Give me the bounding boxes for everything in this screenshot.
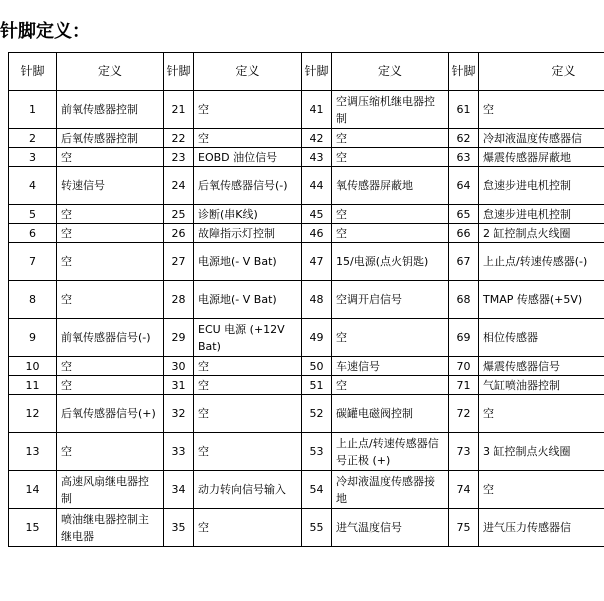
pin-definition-cell: 进气压力传感器信: [479, 509, 604, 547]
pin-definition-cell: 空: [57, 376, 164, 395]
table-row: [9, 433, 604, 471]
pin-number-cell: 41: [302, 91, 332, 129]
pin-definition-cell: ECU 电源 (+12V Bat): [194, 319, 302, 357]
table-row: [9, 509, 604, 547]
pin-definition-cell: 空: [194, 509, 302, 547]
pin-number-cell: 50: [302, 357, 332, 376]
pin-number-cell: 28: [164, 281, 194, 319]
pin-number-cell: 1: [9, 91, 57, 129]
pin-definition-cell: 15/电源(点火钥匙): [332, 243, 449, 281]
pin-number-cell: 3: [9, 148, 57, 167]
pin-number-cell: 29: [164, 319, 194, 357]
pin-number-cell: 23: [164, 148, 194, 167]
pin-definition-cell: 空: [57, 243, 164, 281]
pin-number-cell: 68: [449, 281, 479, 319]
table-row: [9, 167, 604, 205]
pin-number-cell: 12: [9, 395, 57, 433]
pin-number-cell: 75: [449, 509, 479, 547]
pin-number-cell: 70: [449, 357, 479, 376]
pin-definition-cell: 空: [57, 205, 164, 224]
pin-number-cell: 6: [9, 224, 57, 243]
pin-definition-cell: 前氧传感器信号(-): [57, 319, 164, 357]
pin-definition-cell: 空: [332, 129, 449, 148]
pin-definition-cell: 喷油继电器控制主继电器: [57, 509, 164, 547]
pin-number-cell: 72: [449, 395, 479, 433]
pin-definition-cell: 空: [332, 376, 449, 395]
pin-number-cell: 10: [9, 357, 57, 376]
table-row: [9, 281, 604, 319]
pin-definition-cell: 空: [479, 471, 604, 509]
pin-definition-cell: 冷却液温度传感器接地: [332, 471, 449, 509]
pin-definition-cell: 空: [332, 205, 449, 224]
pin-number-cell: 33: [164, 433, 194, 471]
table-row: [9, 148, 604, 167]
pin-definition-cell: 空调压缩机继电器控制: [332, 91, 449, 129]
pin-number-cell: 55: [302, 509, 332, 547]
pin-number-cell: 4: [9, 167, 57, 205]
pin-definition-cell: 转速信号: [57, 167, 164, 205]
table-row: [9, 205, 604, 224]
pin-number-cell: 7: [9, 243, 57, 281]
pin-number-cell: 46: [302, 224, 332, 243]
pin-number-cell: 34: [164, 471, 194, 509]
pin-definition-cell: 后氧传感器信号(+): [57, 395, 164, 433]
pin-number-cell: 52: [302, 395, 332, 433]
pin-number-cell: 74: [449, 471, 479, 509]
pin-definition-cell: 空: [57, 357, 164, 376]
pin-number-cell: 13: [9, 433, 57, 471]
pin-number-cell: 64: [449, 167, 479, 205]
table-header-row: [9, 53, 604, 91]
pin-number-cell: 71: [449, 376, 479, 395]
header-definition: 定义: [479, 53, 604, 91]
table-row: [9, 319, 604, 357]
pin-number-cell: 63: [449, 148, 479, 167]
pin-number-cell: 11: [9, 376, 57, 395]
pin-number-cell: 5: [9, 205, 57, 224]
pin-number-cell: 32: [164, 395, 194, 433]
pin-number-cell: 21: [164, 91, 194, 129]
pin-number-cell: 22: [164, 129, 194, 148]
header-pin: 针脚: [449, 53, 479, 91]
pin-definition-cell: 空: [194, 357, 302, 376]
pin-definition-cell: 空: [479, 91, 604, 129]
pin-number-cell: 26: [164, 224, 194, 243]
pin-number-cell: 67: [449, 243, 479, 281]
pin-number-cell: 53: [302, 433, 332, 471]
pin-number-cell: 73: [449, 433, 479, 471]
pin-definition-cell: TMAP 传感器(+5V): [479, 281, 604, 319]
pin-definition-cell: 气缸喷油器控制: [479, 376, 604, 395]
pin-number-cell: 14: [9, 471, 57, 509]
pin-number-cell: 2: [9, 129, 57, 148]
pin-definition-cell: 空: [57, 281, 164, 319]
pin-definition-cell: 空: [332, 319, 449, 357]
pin-definition-cell: EOBD 油位信号: [194, 148, 302, 167]
pin-number-cell: 27: [164, 243, 194, 281]
pin-definition-cell: 空: [194, 376, 302, 395]
pin-definition-cell: 空: [57, 148, 164, 167]
table-row: [9, 395, 604, 433]
pin-definition-cell: 空: [194, 129, 302, 148]
pin-definition-cell: 冷却液温度传感器信: [479, 129, 604, 148]
pin-number-cell: 24: [164, 167, 194, 205]
pin-definition-cell: 空: [194, 433, 302, 471]
table-row: [9, 243, 604, 281]
pin-number-cell: 8: [9, 281, 57, 319]
header-pin: 针脚: [9, 53, 57, 91]
page-title: 针脚定义：: [0, 21, 90, 42]
pin-definition-cell: 诊断(串K线): [194, 205, 302, 224]
pin-definition-cell: 空: [194, 395, 302, 433]
pin-number-cell: 69: [449, 319, 479, 357]
pin-number-cell: 49: [302, 319, 332, 357]
table-row: [9, 224, 604, 243]
pin-number-cell: 61: [449, 91, 479, 129]
pin-definition-cell: 上止点/转速传感器信号正极 (+): [332, 433, 449, 471]
pin-number-cell: 62: [449, 129, 479, 148]
pin-number-cell: 43: [302, 148, 332, 167]
pin-definition-cell: 空: [479, 395, 604, 433]
pin-definition-cell: 爆震传感器屏蔽地: [479, 148, 604, 167]
pin-definition-cell: 怠速步进电机控制: [479, 167, 604, 205]
pin-definition-cell: 爆震传感器信号: [479, 357, 604, 376]
pin-definition-cell: 空调开启信号: [332, 281, 449, 319]
pin-definition-cell: 空: [332, 148, 449, 167]
pin-number-cell: 48: [302, 281, 332, 319]
table-row: [9, 376, 604, 395]
pin-definition-cell: 怠速步进电机控制: [479, 205, 604, 224]
pin-definition-cell: 空: [57, 433, 164, 471]
pin-definition-cell: 电源地(- V Bat): [194, 281, 302, 319]
pin-definition-table: [8, 52, 604, 547]
pin-number-cell: 51: [302, 376, 332, 395]
pin-number-cell: 25: [164, 205, 194, 224]
pin-number-cell: 30: [164, 357, 194, 376]
header-definition: 定义: [194, 53, 302, 91]
pin-definition-cell: 进气温度信号: [332, 509, 449, 547]
pin-definition-cell: 车速信号: [332, 357, 449, 376]
pin-definition-cell: 故障指示灯控制: [194, 224, 302, 243]
header-definition: 定义: [332, 53, 449, 91]
pin-number-cell: 42: [302, 129, 332, 148]
pin-definition-cell: 空: [332, 224, 449, 243]
pin-definition-cell: 相位传感器: [479, 319, 604, 357]
pin-definition-cell: 3 缸控制点火线圈: [479, 433, 604, 471]
header-pin: 针脚: [164, 53, 194, 91]
pin-definition-cell: 电源地(- V Bat): [194, 243, 302, 281]
pin-definition-cell: 后氧传感器信号(-): [194, 167, 302, 205]
header-pin: 针脚: [302, 53, 332, 91]
pin-definition-cell: 高速风扇继电器控制: [57, 471, 164, 509]
pin-number-cell: 31: [164, 376, 194, 395]
header-definition: 定义: [57, 53, 164, 91]
pin-number-cell: 66: [449, 224, 479, 243]
pin-number-cell: 35: [164, 509, 194, 547]
pin-definition-cell: 2 缸控制点火线圈: [479, 224, 604, 243]
pin-definition-cell: 氧传感器屏蔽地: [332, 167, 449, 205]
pin-definition-cell: 碳罐电磁阀控制: [332, 395, 449, 433]
pin-definition-cell: 前氧传感器控制: [57, 91, 164, 129]
table-row: [9, 129, 604, 148]
pin-number-cell: 65: [449, 205, 479, 224]
pin-number-cell: 15: [9, 509, 57, 547]
pin-number-cell: 44: [302, 167, 332, 205]
table-row: [9, 91, 604, 129]
pin-definition-cell: 空: [194, 91, 302, 129]
pin-definition-cell: 动力转向信号输入: [194, 471, 302, 509]
pin-number-cell: 54: [302, 471, 332, 509]
pin-definition-cell: 上止点/转速传感器(-): [479, 243, 604, 281]
table-row: [9, 357, 604, 376]
pin-definition-cell: 空: [57, 224, 164, 243]
pin-number-cell: 45: [302, 205, 332, 224]
pin-definition-cell: 后氧传感器控制: [57, 129, 164, 148]
pin-number-cell: 47: [302, 243, 332, 281]
table-row: [9, 471, 604, 509]
pin-number-cell: 9: [9, 319, 57, 357]
